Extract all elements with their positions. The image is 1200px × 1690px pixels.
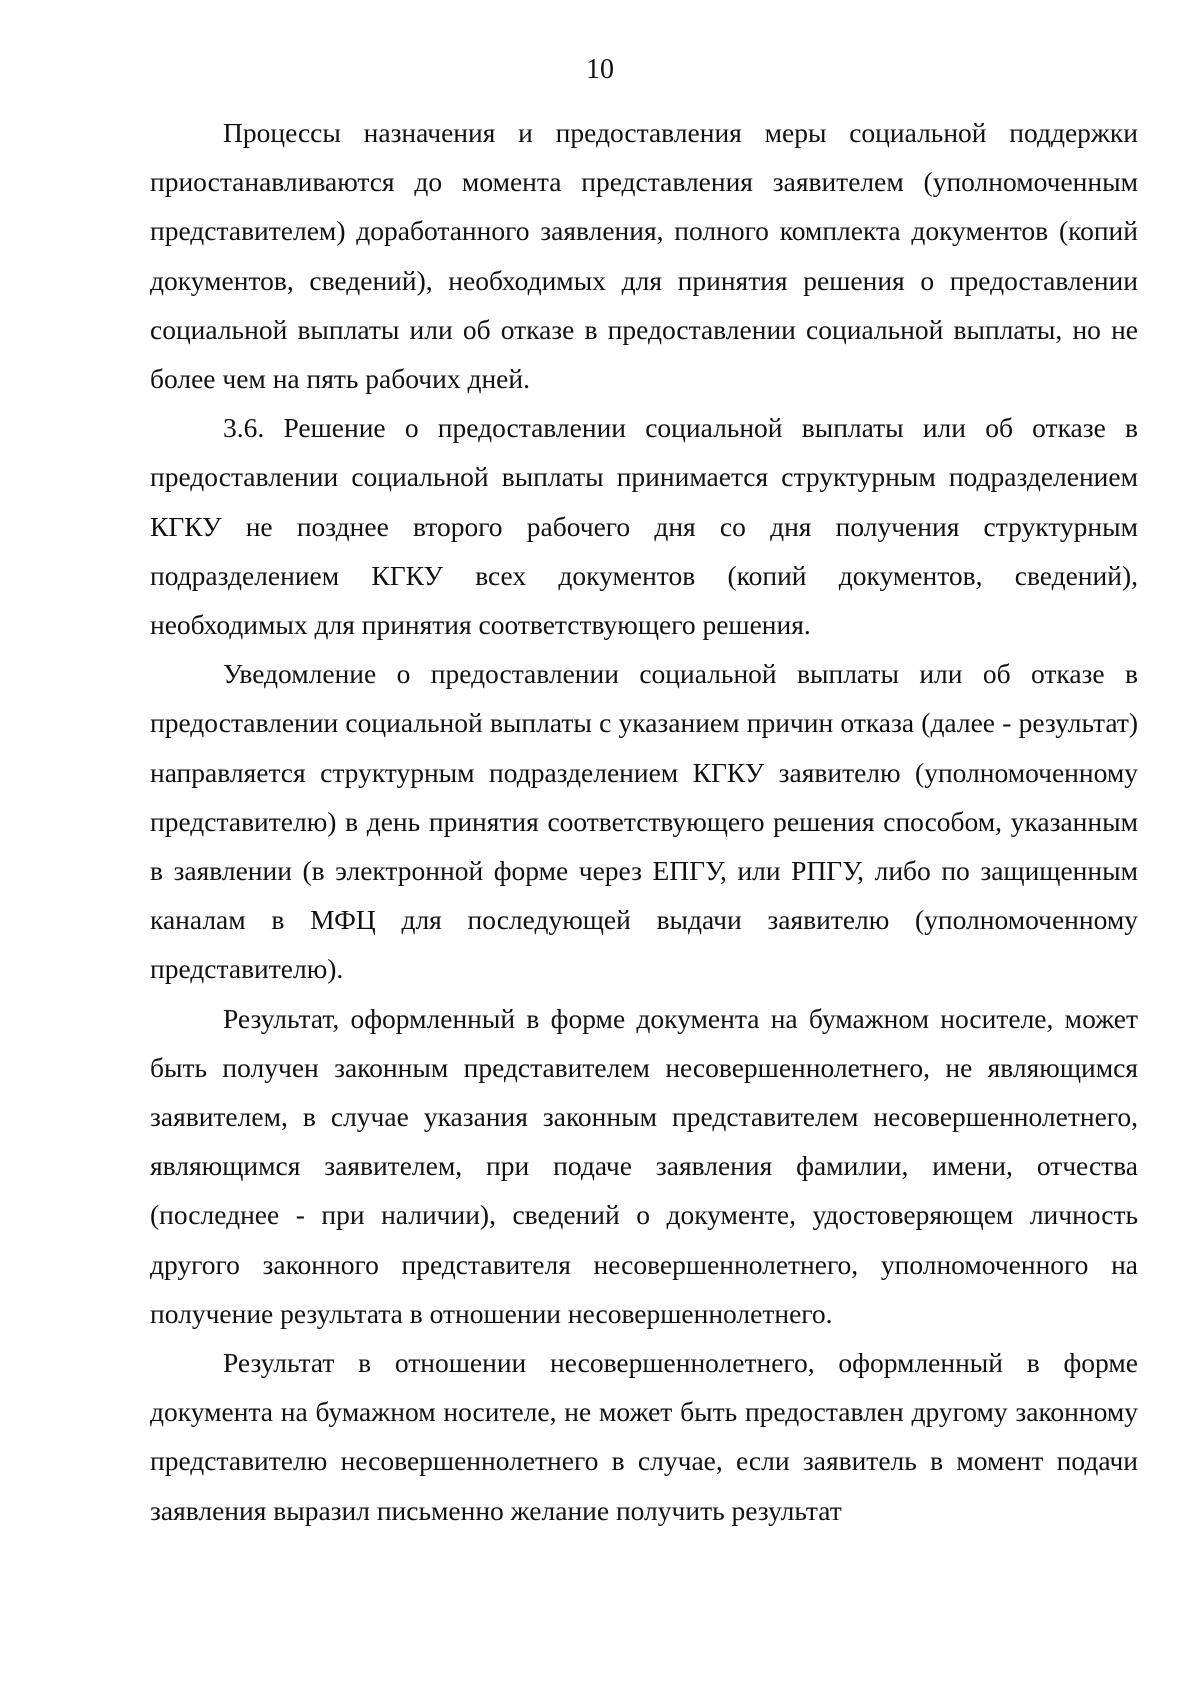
paragraph-notification: Уведомление о предоставлении социальной выплаты или об отказе в предоставлении социальной выплаты с указанием причин отказа (далее - результат) направляется структурным подразделением КГКУ заявителю (уполномоченному представителю) в день принятия соответствующего решения способом, указанным в заявлении (в электронной форме через ЕПГУ, или РПГУ, либо по защищенным каналам в МФЦ для последующей выдачи заявителю (уполномоченному представителю). (150, 658, 1138, 985)
page-number: 10 (586, 54, 614, 85)
paragraph-result-minor: Результат в отношении несовершеннолетнего, оформленный в форме документа на бумажном носителе, не может быть предоставлен другому законному представителю несовершеннолетнего в случае, если заявитель в момент подачи заявления выразил письменно желание получить результат (150, 1347, 1138, 1526)
paragraph-suspension: Процессы назначения и предоставления меры социальной поддержки приостанавливаются до момента представления заявителем (уполномоченным представителем) доработанного заявления, полного комплекта документов (копий документов, сведений), необходимых для принятия решения о предоставлении социальной выплаты или об отказе в предоставлении социальной выплаты, но не более чем на пять рабочих дней. (150, 117, 1138, 395)
paragraph-3-6-decision: 3.6. Решение о предоставлении социальной выплаты или об отказе в предоставлении социальной выплаты принимается структурным подразделением КГКУ не позднее второго рабочего дня со дня получения структурным подразделением КГКУ всех документов (копий документов, сведений), необходимых для принятия соответствующего решения. (150, 412, 1138, 641)
paragraph-result-paper: Результат, оформленный в форме документа на бумажном носителе, может быть получен законным представителем несовершеннолетнего, не являющимся заявителем, в случае указания законным представителем несовершеннолетнего, являющимся заявителем, при подаче заявления фамилии, имени, отчества (последнее - при наличии), сведений о документе, удостоверяющем личность другого законного представителя несовершеннолетнего, уполномоченного на получение результата в отношении несовершеннолетнего. (150, 1002, 1138, 1329)
document-body (150, 108, 1138, 1535)
